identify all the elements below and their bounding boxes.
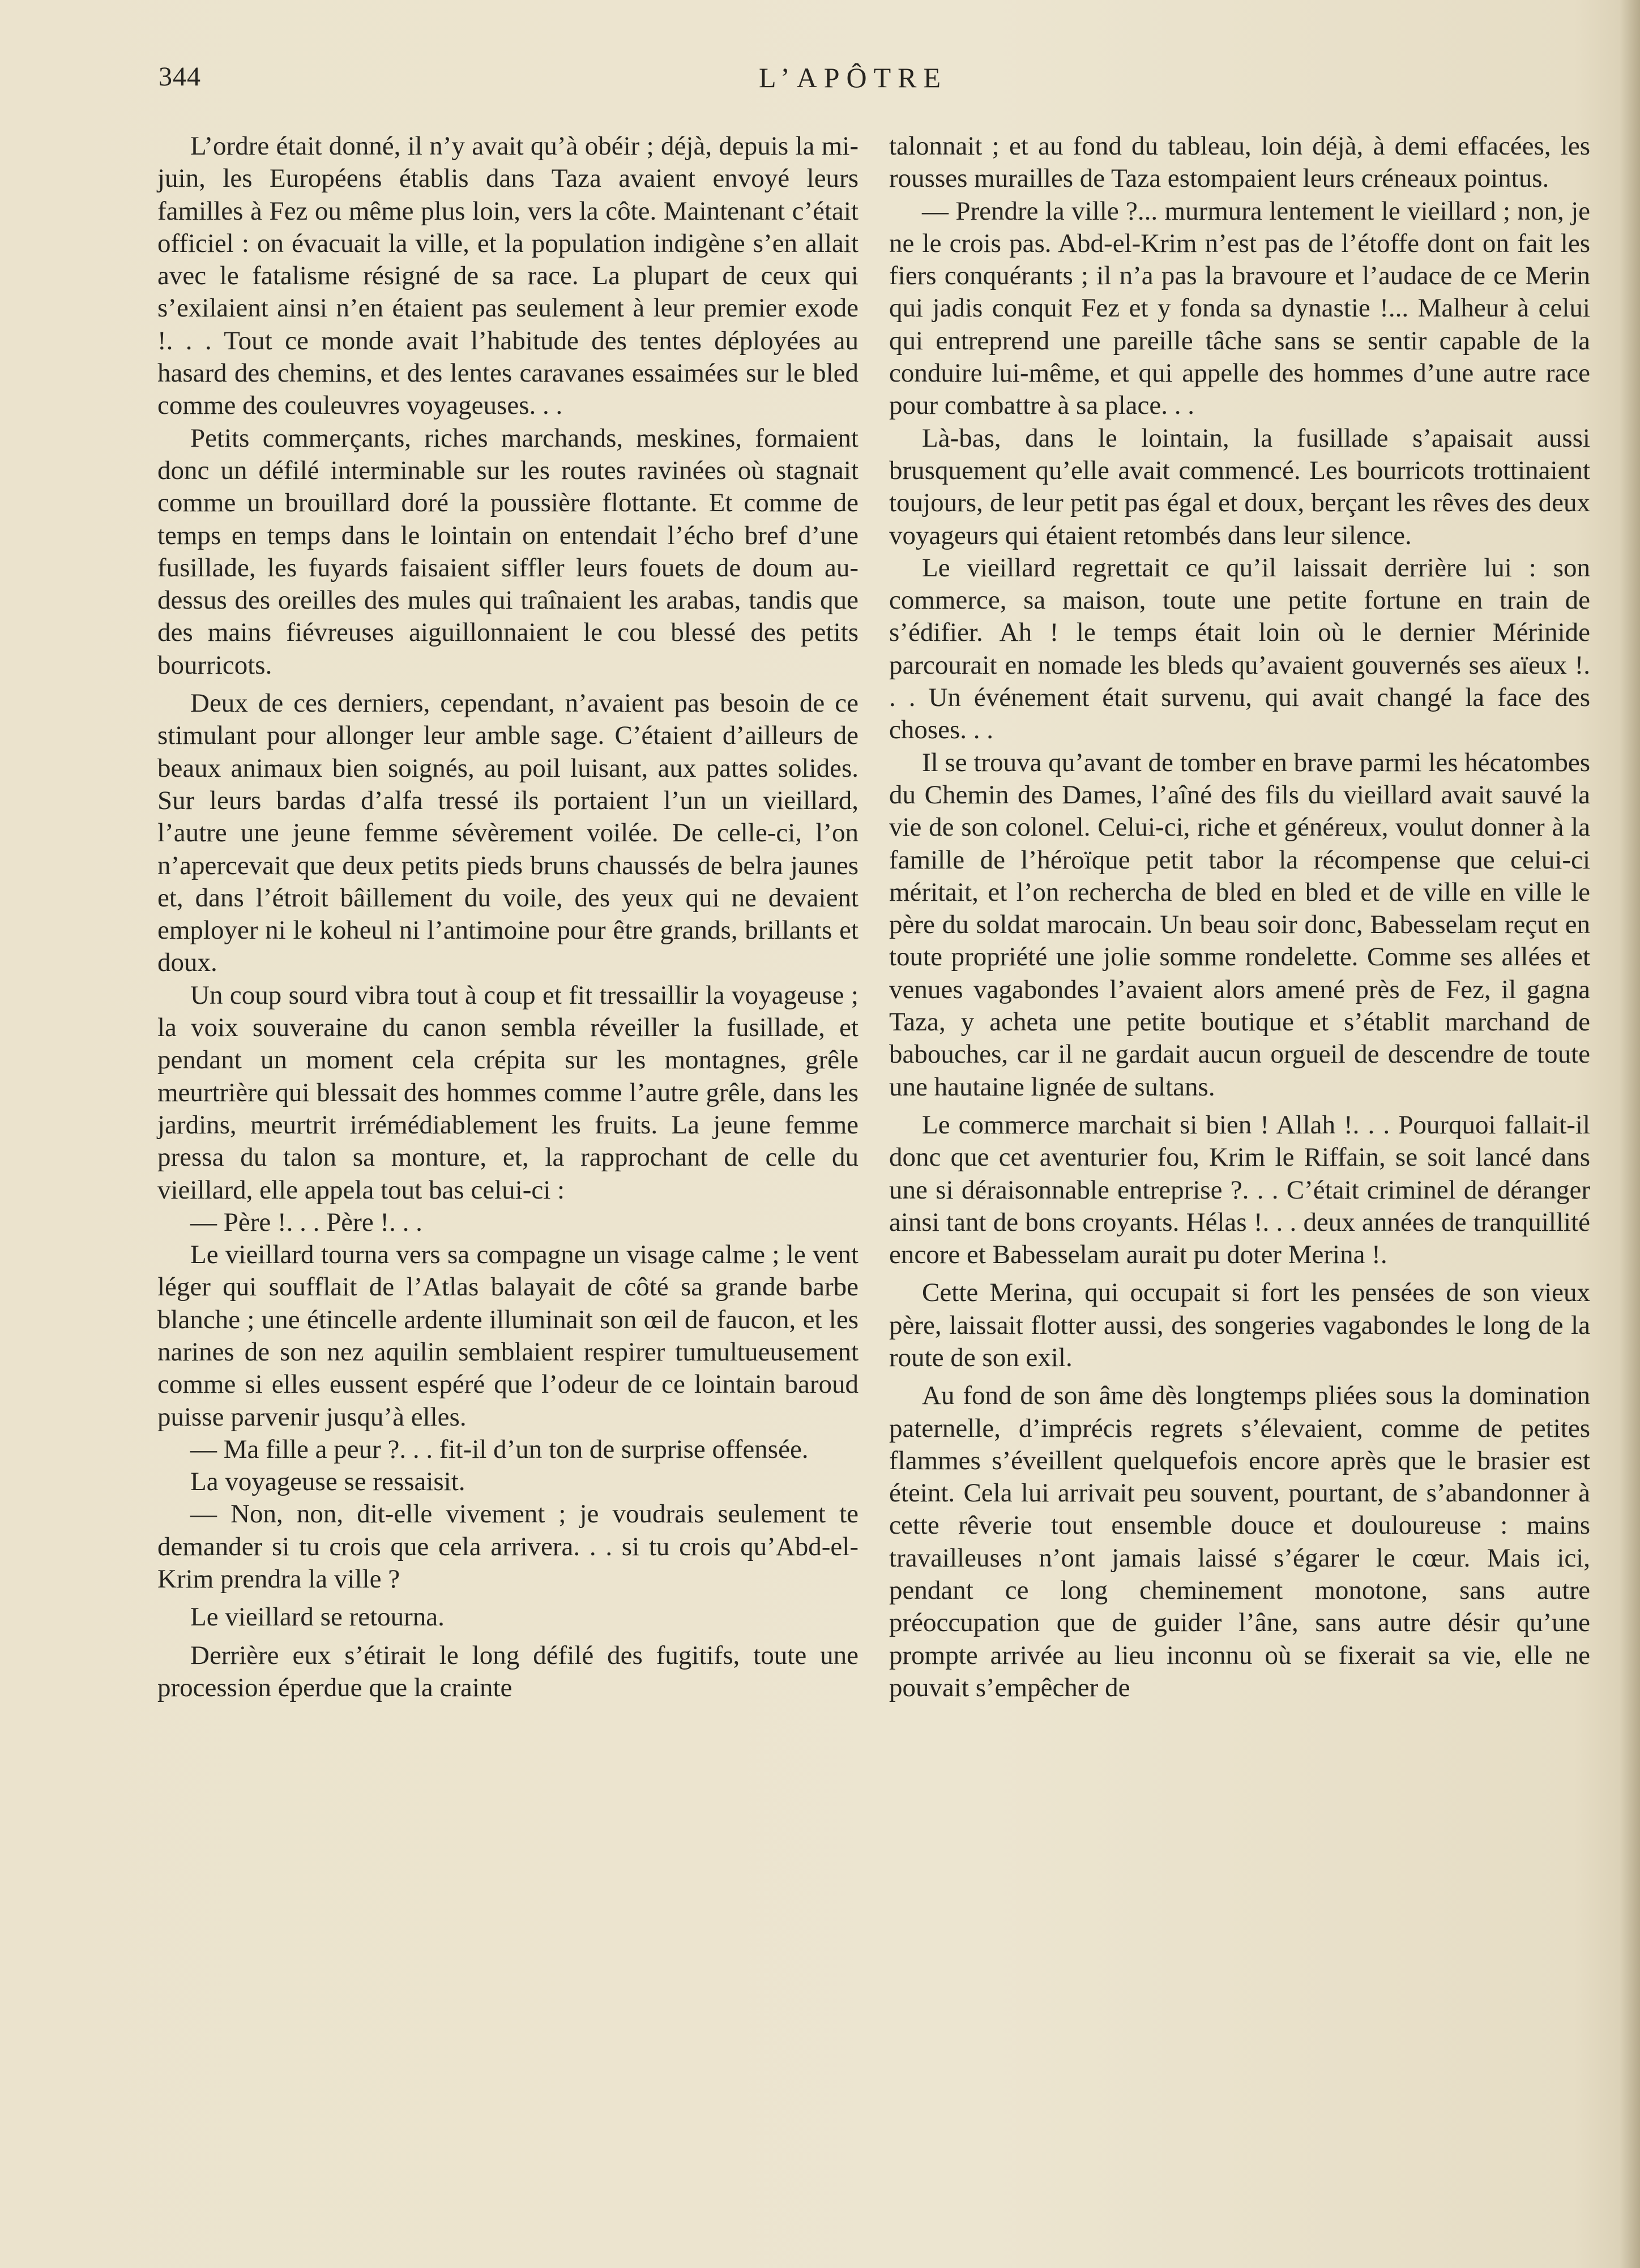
page-number: 344 — [159, 62, 201, 92]
paragraph: Le commerce marchait si bien ! Allah !. . . Pourquoi fallait-il donc que cet aventurier fou, Krim le Riffain, se soit lancé dans une si déraisonnable entreprise ?. . . C’était criminel de déranger ainsi tant de bons croyants. Hélas !. . . deux années de tranquillité encore et Babesselam aurait pu doter Merina !. — [889, 1110, 1590, 1270]
running-title: L’APÔTRE — [759, 62, 948, 93]
paragraph: L’ordre était donné, il n’y avait qu’à obéir ; déjà, depuis la mi-juin, les Européens établis dans Taza avaient envoyé leurs familles à Fez ou même plus loin, vers la côte. Maintenant c’était officiel : on évacuait la ville, et la population indigène s’en allait avec le fatalisme résigné de sa race. La plupart de ceux qui s’exilaient ainsi n’en étaient pas seulement à leur premier exode !. . . Tout ce monde avait l’habitude des tentes déployées au hasard des chemins, et des lentes caravanes essaimées sur le bled comme des couleuvres voyageuses. . . — [157, 131, 859, 421]
dialogue-line: — Ma fille a peur ?. . . fit-il d’un ton de surprise offensée. — [190, 1434, 809, 1464]
dialogue-line: — Père !. . . Père !. . . — [190, 1207, 422, 1237]
paragraph: Derrière eux s’étirait le long défilé des fugitifs, toute une procession éperdue que la crainte — [157, 1640, 859, 1702]
dialogue-line: — Prendre la ville ?... murmura lentement le vieillard ; non, je ne le crois pas. Abd-el-Krim n’est pas de l’étoffe dont on fait les fiers conquérants ; il n’a pas la bravoure et l’audace de ce Merin qui jadis conquit Fez et y fonda sa dynastie !... Malheur à celui qui entreprend une pareille tâche sans se sentir capable de la conduire lui-même, et qui appelle des hommes d’une autre race pour combattre à sa place. . . — [889, 196, 1590, 421]
paragraph: Le vieillard se retourna. — [190, 1602, 445, 1632]
dialogue-line: — Non, non, dit-elle vivement ; je voudrais seulement te demander si tu crois que cela arrivera. . . si tu crois qu’Abd-el-Krim prendra la ville ? — [157, 1499, 859, 1594]
paragraph: Un coup sourd vibra tout à coup et fit tressaillir la voyageuse ; la voix souveraine du canon sembla réveiller la fusillade, et pendant un moment cela crépita sur les montagnes, grêle meurtrière qui blessait des hommes comme l’autre grêle, dans les jardins, meurtrit irrémédiablement les fruits. La jeune femme pressa du talon sa monture, et, la rapprochant de celle du vieillard, elle appela tout bas celui-ci : — [157, 980, 859, 1205]
right-text-column — [889, 130, 1590, 1704]
paragraph: Deux de ces derniers, cependant, n’avaient pas besoin de ce stimulant pour allonger leur amble sage. C’étaient d’ailleurs de beaux animaux bien soignés, au poil luisant, aux pattes solides. Sur leurs bardas d’alfa tressé ils portaient l’un un vieillard, l’autre une jeune femme sévèrement voilée. De celle-ci, l’on n’apercevait que deux petits pieds bruns chaussés de belra jaunes et, dans l’étroit bâillement du voile, des yeux qui ne devaient employer ni le koheul ni l’antimoine pour être grands, brillants et doux. — [157, 688, 859, 978]
paragraph: La voyageuse se ressaisit. — [190, 1467, 465, 1497]
paragraph: Le vieillard tourna vers sa compagne un visage calme ; le vent léger qui soufflait de l’Atlas balayait de côté sa grande barbe blanche ; une étincelle ardente illuminait son œil de faucon, et les narines de son nez aquilin semblaient respirer tumultueusement comme si elles eussent espéré que l’odeur de ce lointain baroud puisse parvenir jusqu’à elles. — [157, 1240, 859, 1432]
paragraph: Il se trouva qu’avant de tomber en brave parmi les hécatombes du Chemin des Dames, l’aîné des fils du vieillard avait sauvé la vie de son colonel. Celui-ci, riche et généreux, voulut donner à la famille de l’héroïque petit tabor la récompense que celui-ci méritait, et l’on rechercha de bled en bled et de ville en ville le père du soldat marocain. Un beau soir donc, Babesselam reçut en toute propriété une jolie somme rondelette. Comme ses allées et venues vagabondes l’avaient alors amené près de Fez, il gagna Taza, y acheta une petite boutique et s’établit marchand de babouches, car il ne gardait aucun orgueil de descendre de toute une hautaine lignée de sultans. — [889, 747, 1590, 1102]
paragraph: Petits commerçants, riches marchands, meskines, formaient donc un défilé interminable sur les routes ravinées où stagnait comme un brouillard doré la poussière flottante. Et comme de temps en temps dans le lointain on entendait l’écho bref d’une fusillade, les fuyards faisaient siffler leurs fouets de doum au-dessus des oreilles des mules qui traînaient les arabas, tandis que des mains fiévreuses aiguillonnaient le cou blessé des petits bourricots. — [157, 423, 859, 680]
paragraph: Cette Merina, qui occupait si fort les pensées de son vieux père, laissait flotter aussi, des songeries vagabondes le long de la route de son exil. — [889, 1278, 1590, 1372]
paragraph-continuation: talonnait ; et au fond du tableau, loin déjà, à demi effacées, les rousses murailles de Taza estompaient leurs créneaux pointus. — [889, 131, 1590, 194]
page-header — [159, 61, 1580, 101]
paragraph: Le vieillard regrettait ce qu’il laissait derrière lui : son commerce, sa maison, toute une petite fortune en train de s’édifier. Ah ! le temps était loin où le dernier Mérinide parcourait en nomade les bleds qu’avaient gouvernés ses aïeux !. . . Un événement était survenu, qui avait changé la face des choses. . . — [889, 553, 1590, 745]
page-edge-shadow — [1620, 0, 1640, 2268]
paragraph: Au fond de son âme dès longtemps pliées sous la domination paternelle, d’imprécis regrets s’élevaient, comme de petites flammes s’éveillent quelquefois encore après que le brasier est éteint. Cela lui arrivait peu souvent, pourtant, de s’abandonner à cette rêverie tout ensemble douce et douloureuse : mains travailleuses n’ont jamais laissé s’égarer le cœur. Mais ici, pendant ce long cheminement monotone, sans autre préoccupation que de guider l’âne, sans autre désir qu’une prompte arrivée au lieu inconnu où se fixerait sa vie, elle ne pouvait s’empêcher de — [889, 1381, 1590, 1702]
paragraph: Là-bas, dans le lointain, la fusillade s’apaisait aussi brusquement qu’elle avait commencé. Les bourricots trottinaient toujours, de leur petit pas égal et doux, berçant les rêves des deux voyageurs qui étaient retombés dans leur silence. — [889, 423, 1590, 550]
left-text-column — [157, 130, 859, 1704]
